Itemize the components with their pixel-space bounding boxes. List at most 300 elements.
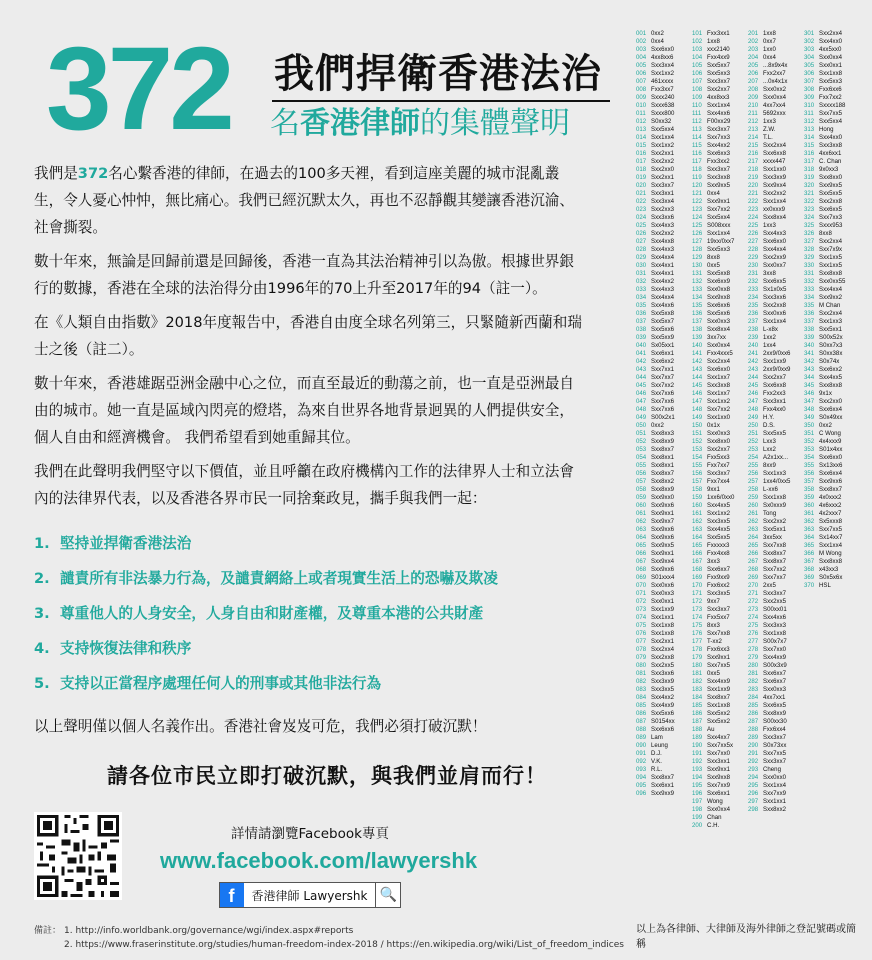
- signatory-code: Sxx7xx5: [763, 750, 787, 757]
- signatory-number: 136: [692, 310, 703, 317]
- signatory-number: 360: [804, 502, 815, 509]
- signatory-code: M Chan: [819, 302, 841, 309]
- signatory-number: 224: [748, 214, 759, 221]
- signatory-row: [748, 174, 804, 182]
- signatory-row: [748, 374, 804, 382]
- signatory-row: [748, 566, 804, 574]
- signatory-row: [636, 142, 692, 150]
- principle-item: [34, 526, 620, 561]
- signatory-row: [636, 198, 692, 206]
- signatory-row: [692, 110, 748, 118]
- signatory-number: 009: [636, 94, 647, 101]
- signatory-row: [692, 390, 748, 398]
- signatory-row: [748, 318, 804, 326]
- signatory-row: [748, 766, 804, 774]
- signatory-row: [748, 262, 804, 270]
- signatory-row: [804, 326, 860, 334]
- signatory-number: 264: [748, 534, 759, 541]
- signatory-code: Sxx8xx7: [763, 550, 787, 557]
- signatory-number: 065: [636, 542, 647, 549]
- signatory-number: 075: [636, 622, 647, 629]
- signatory-code: Sxx1xx5: [819, 254, 843, 261]
- signatory-row: [748, 70, 804, 78]
- signatory-row: [804, 470, 860, 478]
- signatory-row: [692, 198, 748, 206]
- signatory-row: [748, 598, 804, 606]
- signatory-number: 337: [804, 318, 815, 325]
- signatory-row: [748, 142, 804, 150]
- signatory-number: 363: [804, 526, 815, 533]
- signatory-number: 237: [748, 318, 759, 325]
- signatory-code: 8xx9: [763, 462, 776, 469]
- signatory-row: [692, 182, 748, 190]
- signatory-number: 280: [748, 662, 759, 669]
- signatory-code: Sxx4xx9: [651, 702, 675, 709]
- signatory-row: [748, 78, 804, 86]
- signatory-row: [636, 414, 692, 422]
- signatory-row: [804, 582, 860, 590]
- signatory-row: [636, 678, 692, 686]
- signatory-row: [804, 502, 860, 510]
- signatory-row: [636, 510, 692, 518]
- signatory-code: Fxx6xx4: [763, 726, 786, 733]
- signatory-row: [748, 182, 804, 190]
- signatory-number: 315: [804, 142, 815, 149]
- signatory-code: xxx2140: [707, 46, 730, 53]
- signatory-row: [804, 70, 860, 78]
- signatory-code: Sxx7xx6: [651, 390, 675, 397]
- signatory-row: [692, 86, 748, 94]
- signatory-number: 252: [748, 438, 759, 445]
- facebook-url-link[interactable]: www.facebook.com/lawyershk: [160, 848, 478, 873]
- signatory-code: 4xx8xx3: [707, 94, 730, 101]
- signatory-row: [804, 286, 860, 294]
- signatory-row: [804, 166, 860, 174]
- signatory-code: 8xx3: [707, 622, 720, 629]
- signatory-number: 231: [748, 270, 759, 277]
- signatory-number: 283: [748, 686, 759, 693]
- signatory-row: [692, 654, 748, 662]
- footnote-1-link[interactable]: 1. http://info.worldbank.org/governance/wgi/index.aspx#reports: [64, 926, 354, 936]
- signatory-number: 044: [636, 374, 647, 381]
- signatory-code: Sxx0xx6: [763, 310, 787, 317]
- signatory-code: Sxx2xx1: [651, 638, 675, 645]
- signatory-row: [804, 126, 860, 134]
- signatory-number: 049: [636, 414, 647, 421]
- signatory-row: [748, 750, 804, 758]
- signatory-code: Leung: [651, 742, 668, 749]
- signatory-number: 129: [692, 254, 703, 261]
- signatory-code: Sxx8xx7: [819, 486, 843, 493]
- signatory-number: 150: [692, 422, 703, 429]
- signatory-row: [692, 78, 748, 86]
- signatory-number: 051: [636, 430, 647, 437]
- signatory-number: 040: [636, 342, 647, 349]
- signatory-row: [692, 294, 748, 302]
- signatory-row: [636, 718, 692, 726]
- signatory-row: [636, 542, 692, 550]
- signatory-row: [692, 46, 748, 54]
- signatory-number: 010: [636, 102, 647, 109]
- signatory-number: 238: [748, 326, 759, 333]
- signatories-note: 以上為各律師、大律師及海外律師之登記號碼或簡稱: [636, 924, 856, 950]
- signatory-number: 089: [636, 734, 647, 741]
- signatory-row: [804, 446, 860, 454]
- signatory-row: [692, 606, 748, 614]
- signatory-number: 244: [748, 374, 759, 381]
- signatory-code: Sxx4xx5: [707, 526, 731, 533]
- signatory-row: [804, 142, 860, 150]
- signatory-number: 084: [636, 694, 647, 701]
- signatory-code: S00x7x7: [763, 638, 787, 645]
- footnote-2-link[interactable]: 2. https://www.fraserinstitute.org/studies/human-freedom-index-2018 / https://en.wikipedia.org/wiki/List_of_freedom_indices: [64, 940, 624, 950]
- signatory-code: Au: [707, 726, 715, 733]
- signatory-number: 352: [804, 438, 815, 445]
- signatory-code: Sxx8xx8: [819, 558, 843, 565]
- signatory-number: 133: [692, 286, 703, 293]
- signatory-row: [692, 782, 748, 790]
- signatory-code: 9xx7: [707, 598, 720, 605]
- signatory-row: [692, 302, 748, 310]
- paragraph-rule-of-law: 數十年來，無論是回歸前還是回歸後，香港一直為其法治精神引以為傲。根據世界銀行的數據，香港在全球的法治得分由1996年的70上升至2017年的94（註一）。: [34, 253, 574, 297]
- signatory-code: Sxx2xx7: [707, 86, 731, 93]
- signatory-row: [748, 718, 804, 726]
- signatory-code: Sxx1xx2: [707, 510, 731, 517]
- signatory-number: 285: [748, 702, 759, 709]
- signatory-code: C Wong: [819, 430, 841, 437]
- signatory-row: [692, 374, 748, 382]
- signatory-code: Sxx6xx0: [763, 238, 787, 245]
- signatory-row: [748, 710, 804, 718]
- signatory-number: 013: [636, 126, 647, 133]
- signatory-number: 262: [748, 518, 759, 525]
- signatory-code: Sxx9xx8: [707, 294, 731, 301]
- signatory-number: 105: [692, 62, 703, 69]
- signatory-row: [692, 30, 748, 38]
- signatory-code: 4x2xxx7: [819, 510, 842, 517]
- signatory-number: 318: [804, 166, 815, 173]
- signatory-code: V.K.: [651, 758, 662, 765]
- signatory-row: [748, 486, 804, 494]
- signatory-row: [636, 366, 692, 374]
- signatory-number: 123: [692, 206, 703, 213]
- signatory-row: [692, 286, 748, 294]
- signatory-code: Sxx4xx3: [651, 222, 675, 229]
- signatory-number: 176: [692, 630, 703, 637]
- signatory-number: 222: [748, 198, 759, 205]
- signatory-number: 058: [636, 486, 647, 493]
- signatory-code: Sxx0xx55: [819, 278, 846, 285]
- signatory-number: 046: [636, 390, 647, 397]
- signatory-code: Sxx1xx0: [707, 414, 731, 421]
- qr-code-icon[interactable]: [34, 812, 122, 900]
- signatory-number: 212: [748, 118, 759, 125]
- signatory-number: 248: [748, 406, 759, 413]
- signatory-row: [692, 126, 748, 134]
- signatory-row: [748, 390, 804, 398]
- signatory-row: [804, 62, 860, 70]
- signatory-code: 2xx9/0xx6: [763, 350, 791, 357]
- signatory-number: 077: [636, 638, 647, 645]
- signatory-number: 174: [692, 614, 703, 621]
- signatory-row: [636, 590, 692, 598]
- signatory-number: 188: [692, 726, 703, 733]
- signatory-row: [692, 494, 748, 502]
- signatory-code: Sxx4xx9: [707, 678, 731, 685]
- signatory-code: Sxx3xx6: [651, 214, 675, 221]
- signatory-row: [692, 206, 748, 214]
- signatory-code: Sxx5xx6: [651, 326, 675, 333]
- signatory-code: Sxx1xx8: [707, 702, 731, 709]
- signatory-code: Sxx7xx5: [707, 662, 731, 669]
- signatory-row: [748, 806, 804, 814]
- signatory-row: [748, 630, 804, 638]
- signatory-number: 020: [636, 182, 647, 189]
- signatory-number: 045: [636, 382, 647, 389]
- principles-list: [34, 526, 620, 701]
- paragraph-freedom-index: 在《人類自由指數》2018年度報告中，香港自由度全球名列第三，只緊隨新西蘭和瑞士之後（註二）。: [34, 314, 582, 358]
- signatory-number: 192: [692, 758, 703, 765]
- signatory-row: [636, 502, 692, 510]
- signatory-number: 361: [804, 510, 815, 517]
- signatory-number: 205: [748, 62, 759, 69]
- signatory-row: [692, 574, 748, 582]
- signatory-number: 206: [748, 70, 759, 77]
- signatory-code: Sxx5xx4: [819, 118, 843, 125]
- principle-text: 尊重他人的人身安全，人身自由和財產權，及尊重本港的公共財產: [60, 605, 484, 622]
- signatory-row: [692, 622, 748, 630]
- signatory-row: [692, 750, 748, 758]
- signatory-number: 090: [636, 742, 647, 749]
- facebook-icon: f: [220, 883, 244, 907]
- signatory-code: C.H.: [707, 822, 720, 829]
- signatory-code: Lxx3: [763, 438, 776, 445]
- signatory-row: [748, 494, 804, 502]
- signatory-number: 024: [636, 214, 647, 221]
- signatory-row: [748, 534, 804, 542]
- signatory-code: Sxx9xx1: [651, 510, 675, 517]
- signatory-number: 179: [692, 654, 703, 661]
- signatory-number: 175: [692, 622, 703, 629]
- signatory-row: [692, 422, 748, 430]
- signatory-row: [636, 438, 692, 446]
- signatory-row: [692, 614, 748, 622]
- signatory-code: Sxx5xx1: [819, 326, 843, 333]
- signatory-number: 293: [748, 766, 759, 773]
- signatory-code: Sxx3xx5: [651, 686, 675, 693]
- signatory-code: Sxx6xx0: [819, 454, 843, 461]
- signatory-code: Sxx6xx0: [707, 366, 731, 373]
- signatory-row: [636, 654, 692, 662]
- signatory-row: [692, 550, 748, 558]
- signatory-code: Sxx1xx4: [707, 102, 731, 109]
- signatory-code: Sxx9xx9: [651, 790, 675, 797]
- signatory-row: [692, 342, 748, 350]
- signatory-row: [636, 774, 692, 782]
- signatory-code: Sxx1xx1: [651, 614, 675, 621]
- signatory-code: S0x5x6x: [819, 574, 843, 581]
- signatory-code: Sxx0xx1: [651, 598, 675, 605]
- signatory-code: Sxx7x9x: [819, 246, 843, 253]
- signatory-code: Z.W.: [763, 126, 776, 133]
- signatory-number: 132: [692, 278, 703, 285]
- signatory-number: 056: [636, 470, 647, 477]
- signatory-code: Sxx1xx1: [763, 798, 787, 805]
- signatory-row: [692, 486, 748, 494]
- signatory-code: Sxx8xx1: [651, 454, 675, 461]
- signatory-number: 087: [636, 718, 647, 725]
- signatory-number: 325: [804, 222, 815, 229]
- headline-number: 372: [46, 23, 231, 155]
- signatory-number: 060: [636, 502, 647, 509]
- signatory-row: [636, 430, 692, 438]
- signatory-number: 201: [748, 30, 759, 37]
- signatory-number: 034: [636, 294, 647, 301]
- signatory-code: Sxx2xx5: [763, 598, 787, 605]
- signatory-row: [748, 310, 804, 318]
- signatory-code: Sxx3xx6: [763, 294, 787, 301]
- signatory-code: Sxx0xx0: [763, 774, 787, 781]
- signatory-code: Lxx2: [763, 446, 776, 453]
- signatory-number: 145: [692, 382, 703, 389]
- signatory-row: [748, 606, 804, 614]
- signatory-number: 029: [636, 254, 647, 261]
- signatory-number: 329: [804, 254, 815, 261]
- signatory-number: 253: [748, 446, 759, 453]
- signatory-number: 093: [636, 766, 647, 773]
- signatory-code: Sxx6xx5: [763, 702, 787, 709]
- signatory-row: [748, 366, 804, 374]
- signatory-row: [636, 174, 692, 182]
- signatory-row: [748, 126, 804, 134]
- signatory-number: 069: [636, 574, 647, 581]
- signatory-number: 101: [692, 30, 703, 37]
- signatory-row: [692, 254, 748, 262]
- signatory-code: Sxx2xx0: [819, 398, 843, 405]
- signatory-code: 1xx0: [763, 46, 776, 53]
- signatory-code: Sxx4xx1: [651, 262, 675, 269]
- signatory-row: [692, 790, 748, 798]
- signatory-row: [692, 806, 748, 814]
- signatory-code: Sxx2xx1: [651, 150, 675, 157]
- signatory-row: [748, 94, 804, 102]
- signatory-code: Sxx0xx4: [707, 806, 731, 813]
- signatory-number: 091: [636, 750, 647, 757]
- signatory-number: 270: [748, 582, 759, 589]
- signatory-code: Sxx7xx3: [819, 214, 843, 221]
- signatory-number: 196: [692, 790, 703, 797]
- signatory-code: HSL: [819, 582, 831, 589]
- signatory-code: Sxx6xx7: [763, 678, 787, 685]
- signatory-code: Sxx2xx8: [763, 302, 787, 309]
- signatory-number: 275: [748, 622, 759, 629]
- signatory-number: 334: [804, 294, 815, 301]
- signatory-code: Sxx8xx2: [651, 478, 675, 485]
- signatory-code: S0x73xx: [763, 742, 787, 749]
- signatory-row: [804, 390, 860, 398]
- signatory-number: 251: [748, 430, 759, 437]
- signatory-row: [636, 102, 692, 110]
- signatory-number: 281: [748, 670, 759, 677]
- signatory-code: Sxx1xx3: [819, 318, 843, 325]
- signatory-row: [636, 134, 692, 142]
- signatory-number: 173: [692, 606, 703, 613]
- signatory-row: [692, 710, 748, 718]
- signatory-row: [692, 270, 748, 278]
- signatory-row: [748, 46, 804, 54]
- signatory-code: 1xx4/0xx5: [763, 478, 791, 485]
- signatory-number: 171: [692, 590, 703, 597]
- signatory-row: [748, 726, 804, 734]
- signatory-number: 135: [692, 302, 703, 309]
- signatory-code: Sxx6xx1: [651, 350, 675, 357]
- signatory-number: 102: [692, 38, 703, 45]
- signatory-row: [804, 222, 860, 230]
- signatory-number: 232: [748, 278, 759, 285]
- signatory-row: [748, 638, 804, 646]
- signatory-row: [804, 414, 860, 422]
- signatory-code: S00xx01: [763, 606, 787, 613]
- signatory-row: [692, 414, 748, 422]
- signatory-number: 083: [636, 686, 647, 693]
- signatory-code: xx0xxx9: [763, 206, 786, 213]
- search-icon[interactable]: 🔍: [375, 883, 400, 907]
- signatory-number: 214: [748, 134, 759, 141]
- signatory-code: Fxx4xxx5: [707, 350, 733, 357]
- signatory-number: 104: [692, 54, 703, 61]
- signatory-code: Sxx2xx4: [707, 358, 731, 365]
- signatory-code: Sxx4xx7: [707, 734, 731, 741]
- signatory-number: 189: [692, 734, 703, 741]
- signatory-code: Sxx3xx7: [763, 590, 787, 597]
- signatory-row: [804, 406, 860, 414]
- signatory-number: 331: [804, 270, 815, 277]
- signatory-number: 054: [636, 454, 647, 461]
- signatory-row: [636, 614, 692, 622]
- signatory-code: Sxx3xx7: [707, 166, 731, 173]
- paragraph-intro: [34, 160, 584, 241]
- signatory-number: 183: [692, 686, 703, 693]
- signatory-code: 19xx/0xx7: [707, 238, 735, 245]
- signatory-row: [636, 150, 692, 158]
- signatory-code: Sxx0xx4: [819, 54, 843, 61]
- signatory-code: xxxx447: [763, 158, 786, 165]
- signatory-row: [748, 254, 804, 262]
- facebook-page-badge[interactable]: [219, 882, 402, 908]
- signatory-code: Sxx9xx6: [651, 566, 675, 573]
- signatory-row: [804, 334, 860, 342]
- signatory-code: Sxx6xx6: [651, 726, 675, 733]
- signatory-code: Sxx7xx2: [707, 206, 731, 213]
- signatory-number: 194: [692, 774, 703, 781]
- signatories-column-3: [748, 30, 804, 814]
- signatory-row: [692, 798, 748, 806]
- signatory-code: Sxx2xx2: [763, 190, 787, 197]
- signatory-number: 139: [692, 334, 703, 341]
- signatory-code: Cheng: [763, 766, 781, 773]
- signatory-number: 323: [804, 206, 815, 213]
- signatory-code: Sxx5xx5: [819, 190, 843, 197]
- signatory-code: Sx0xxx9: [763, 502, 787, 509]
- signatory-row: [692, 166, 748, 174]
- signatory-number: 254: [748, 454, 759, 461]
- signatory-row: [748, 558, 804, 566]
- signatory-number: 166: [692, 550, 703, 557]
- signatory-code: Sxx3xx3: [763, 622, 787, 629]
- signatory-code: Fxx5xx7: [707, 614, 730, 621]
- signatory-code: Sxx6xx8: [763, 382, 787, 389]
- signatory-code: Sxx1xx4: [763, 198, 787, 205]
